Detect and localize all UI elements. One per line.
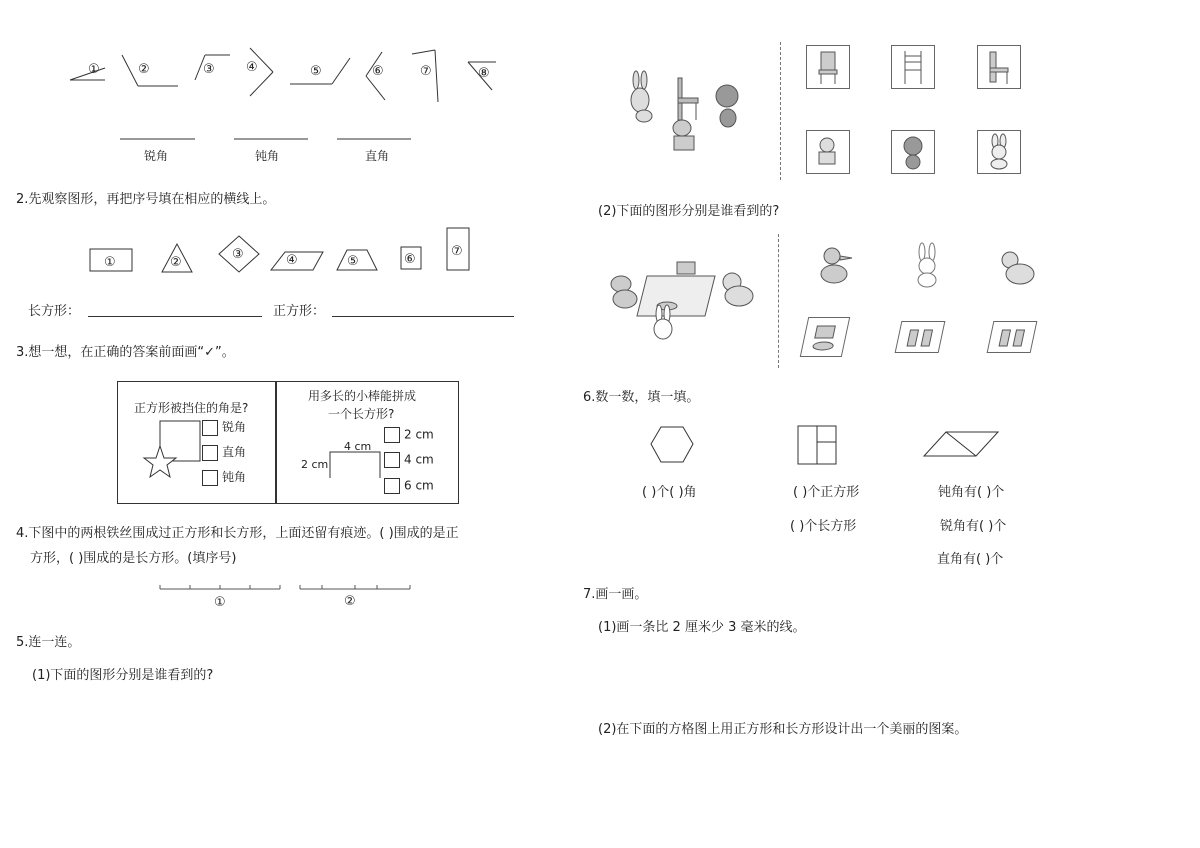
angle-label-1: ① (88, 62, 100, 77)
q2-title: 2.先观察图形，再把序号填在相应的横线上。 (16, 192, 276, 207)
q3-square-star-figure (140, 418, 210, 488)
angle-label-3: ③ (203, 62, 215, 77)
q3-dim-side: 2 cm (301, 458, 329, 471)
q2-shape-label-5: ⑤ (347, 254, 359, 269)
angle-figures (60, 40, 580, 150)
q6-obtuse-text: 钝角有( )个 (938, 485, 1005, 500)
q2-square-answer-line[interactable] (332, 302, 514, 317)
angle-label-8: ⑧ (478, 66, 490, 81)
angle-label-6: ⑥ (372, 64, 384, 79)
q3-option-acute[interactable]: 锐角 (202, 418, 246, 436)
q5-scene-2 (607, 244, 767, 354)
q4-label-1: ① (214, 595, 226, 610)
angle-label-2: ② (138, 62, 150, 77)
q6-square-text: ( )个正方形 (793, 485, 860, 500)
view-monkey (891, 130, 935, 174)
q6-acute-text: 锐角有( )个 (940, 519, 1007, 534)
view-table-1 (800, 317, 851, 357)
q5-sub2: (2)下面的图形分别是谁看到的? (598, 204, 780, 219)
q2-rect-answer-line[interactable] (88, 302, 262, 317)
q5-title: 5.连一连。 (16, 635, 81, 650)
view-dog (806, 130, 850, 174)
angle-label-5: ⑤ (310, 64, 322, 79)
q6-right-text: 直角有( )个 (937, 552, 1004, 567)
angle-label-7: ⑦ (420, 64, 432, 79)
q6-squares-figure (797, 425, 839, 467)
view-duck (812, 244, 856, 288)
view-chair-side (977, 45, 1021, 89)
q2-shape-label-4: ④ (286, 253, 298, 268)
q3-divider (275, 381, 277, 504)
view-table-3 (987, 321, 1038, 353)
checkbox[interactable] (202, 420, 218, 436)
q2-shape-label-1: ① (104, 255, 116, 270)
checkbox[interactable] (384, 427, 400, 443)
q3-option-6cm[interactable]: 6 cm (384, 478, 434, 494)
angle-label-4: ④ (246, 60, 258, 75)
q2-shape-label-3: ③ (232, 247, 244, 262)
q3-right-question-2: 一个长方形? (328, 407, 395, 421)
q6-rect-text: ( )个长方形 (790, 519, 857, 534)
q5-divider-1 (780, 42, 781, 180)
view-rabbit (977, 130, 1021, 174)
q3-option-obtuse[interactable]: 钝角 (202, 468, 246, 486)
q5-scene-1 (622, 58, 732, 168)
q3-left-question: 正方形被挡住的角是? (134, 401, 249, 415)
q4-line-1: 4.下图中的两根铁丝围成过正方形和长方形，上面还留有痕迹。( )围成的是正 (16, 526, 459, 541)
q6-hex-text: ( )个( )角 (642, 485, 697, 500)
q3-option-2cm[interactable]: 2 cm (384, 427, 434, 443)
q2-square-label: 正方形： (273, 304, 326, 319)
q7-sub1: (1)画一条比 2 厘米少 3 毫米的线。 (598, 620, 806, 635)
checkbox[interactable] (384, 452, 400, 468)
q2-shape-label-7: ⑦ (451, 244, 463, 259)
q3-right-question-1: 用多长的小棒能拼成 (308, 389, 417, 403)
view-rabbit-2 (906, 240, 950, 290)
checkbox[interactable] (202, 445, 218, 461)
q3-option-right[interactable]: 直角 (202, 443, 246, 461)
q4-line-2: 方形，( )围成的是长方形。(填序号) (30, 551, 237, 566)
q3-title: 3.想一想，在正确的答案前面画“✓”。 (16, 345, 235, 360)
q4-wires (160, 583, 420, 603)
q2-shape-label-6: ⑥ (404, 252, 416, 267)
q7-title: 7.画一画。 (583, 587, 648, 602)
q5-divider-2 (778, 234, 779, 368)
q4-label-2: ② (344, 594, 356, 609)
q3-dim-top: 4 cm (344, 440, 372, 453)
q3-option-4cm[interactable]: 4 cm (384, 452, 434, 468)
checkbox[interactable] (384, 478, 400, 494)
q5-sub1: (1)下面的图形分别是谁看到的? (32, 668, 214, 683)
checkbox[interactable] (202, 470, 218, 486)
category-right: 直角 (365, 149, 390, 163)
category-acute: 锐角 (144, 149, 169, 163)
view-chair-front (891, 45, 935, 89)
view-rooster (996, 246, 1040, 290)
q2-rect-label: 长方形： (28, 304, 81, 319)
q2-shape-label-2: ② (170, 255, 182, 270)
view-table-2 (895, 321, 946, 353)
q7-sub2: (2)在下面的方格图上用正方形和长方形设计出一个美丽的图案。 (598, 722, 968, 737)
q6-title: 6.数一数，填一填。 (583, 390, 700, 405)
q6-parallelogram-figure (924, 430, 1000, 460)
category-obtuse: 钝角 (255, 149, 280, 163)
view-chair-back (806, 45, 850, 89)
q6-hexagon (651, 425, 695, 465)
